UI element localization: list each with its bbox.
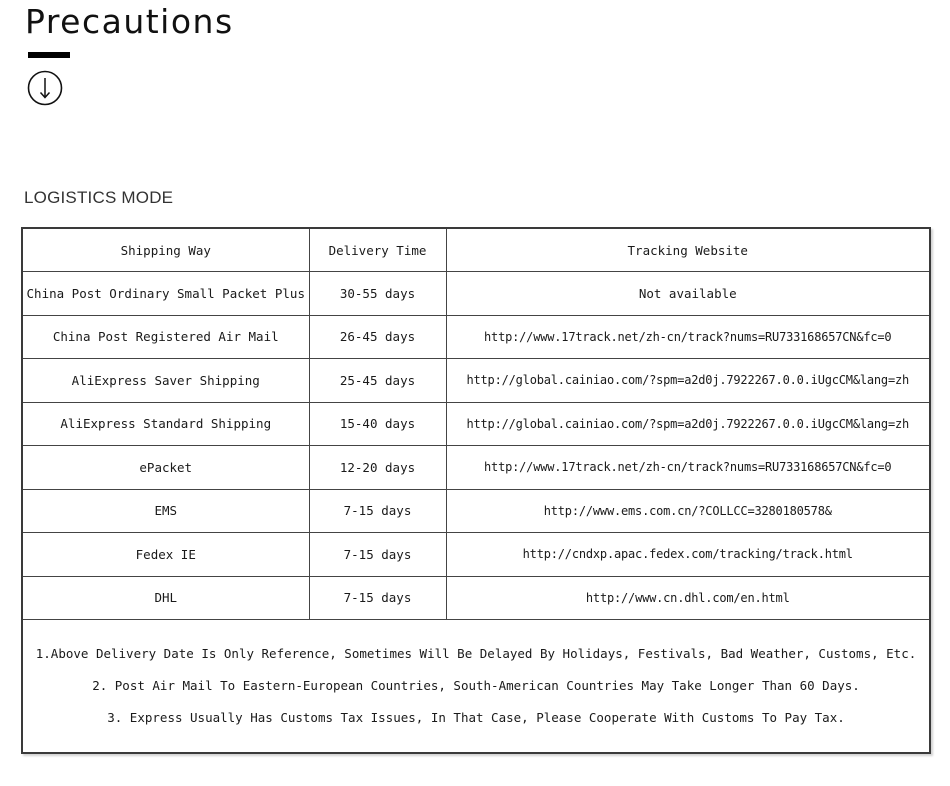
delivery-time-cell: 7-15 days — [309, 533, 446, 577]
tracking-website-cell: http://global.cainiao.com/?spm=a2d0j.7922267.0.0.iUgcCM&lang=zh — [446, 402, 929, 446]
logistics-table-box — [21, 227, 931, 754]
shipping-way-cell: AliExpress Standard Shipping — [23, 402, 309, 446]
table-row — [23, 402, 929, 446]
down-arrow-circle-icon — [27, 70, 63, 106]
column-header-delivery-time: Delivery Time — [309, 229, 446, 272]
logistics-table — [23, 229, 929, 620]
shipping-way-cell: China Post Registered Air Mail — [23, 315, 309, 359]
tracking-website-cell: http://www.cn.dhl.com/en.html — [446, 576, 929, 620]
delivery-time-cell: 7-15 days — [309, 576, 446, 620]
table-header-row — [23, 229, 929, 272]
delivery-time-cell: 7-15 days — [309, 489, 446, 533]
table-row — [23, 446, 929, 490]
table-row — [23, 315, 929, 359]
note-item: 3. Express Usually Has Customs Tax Issues, In That Case, Please Cooperate With Customs To Pay Tax. — [107, 710, 845, 725]
section-label: LOGISTICS MODE — [24, 188, 174, 207]
tracking-website-cell: http://www.17track.net/zh-cn/track?nums=RU733168657CN&fc=0 — [446, 315, 929, 359]
table-row — [23, 359, 929, 403]
tracking-website-cell: http://cndxp.apac.fedex.com/tracking/track.html — [446, 533, 929, 577]
delivery-time-cell: 25-45 days — [309, 359, 446, 403]
tracking-website-cell: http://global.cainiao.com/?spm=a2d0j.7922267.0.0.iUgcCM&lang=zh — [446, 359, 929, 403]
shipping-way-cell: Fedex IE — [23, 533, 309, 577]
column-header-tracking-website: Tracking Website — [446, 229, 929, 272]
notes-section — [23, 620, 929, 740]
table-row — [23, 576, 929, 620]
delivery-time-cell: 30-55 days — [309, 272, 446, 316]
delivery-time-cell: 26-45 days — [309, 315, 446, 359]
table-row — [23, 489, 929, 533]
table-row — [23, 272, 929, 316]
shipping-way-cell: EMS — [23, 489, 309, 533]
delivery-time-cell: 12-20 days — [309, 446, 446, 490]
page-title: Precautions — [25, 2, 234, 41]
tracking-website-cell: http://www.17track.net/zh-cn/track?nums=RU733168657CN&fc=0 — [446, 446, 929, 490]
column-header-shipping-way: Shipping Way — [23, 229, 309, 272]
title-underline — [28, 52, 70, 58]
note-item: 1.Above Delivery Date Is Only Reference, Sometimes Will Be Delayed By Holidays, Festivals, Bad Weather, Customs, Etc. — [35, 646, 917, 661]
shipping-way-cell: China Post Ordinary Small Packet Plus — [23, 272, 309, 316]
shipping-way-cell: ePacket — [23, 446, 309, 490]
shipping-way-cell: AliExpress Saver Shipping — [23, 359, 309, 403]
delivery-time-cell: 15-40 days — [309, 402, 446, 446]
table-row — [23, 533, 929, 577]
note-item: 2. Post Air Mail To Eastern-European Countries, South-American Countries May Take Longer Than 60 Days. — [92, 678, 860, 693]
tracking-website-cell: http://www.ems.com.cn/?COLLCC=3280180578& — [446, 489, 929, 533]
shipping-way-cell: DHL — [23, 576, 309, 620]
tracking-website-cell: Not available — [446, 272, 929, 316]
